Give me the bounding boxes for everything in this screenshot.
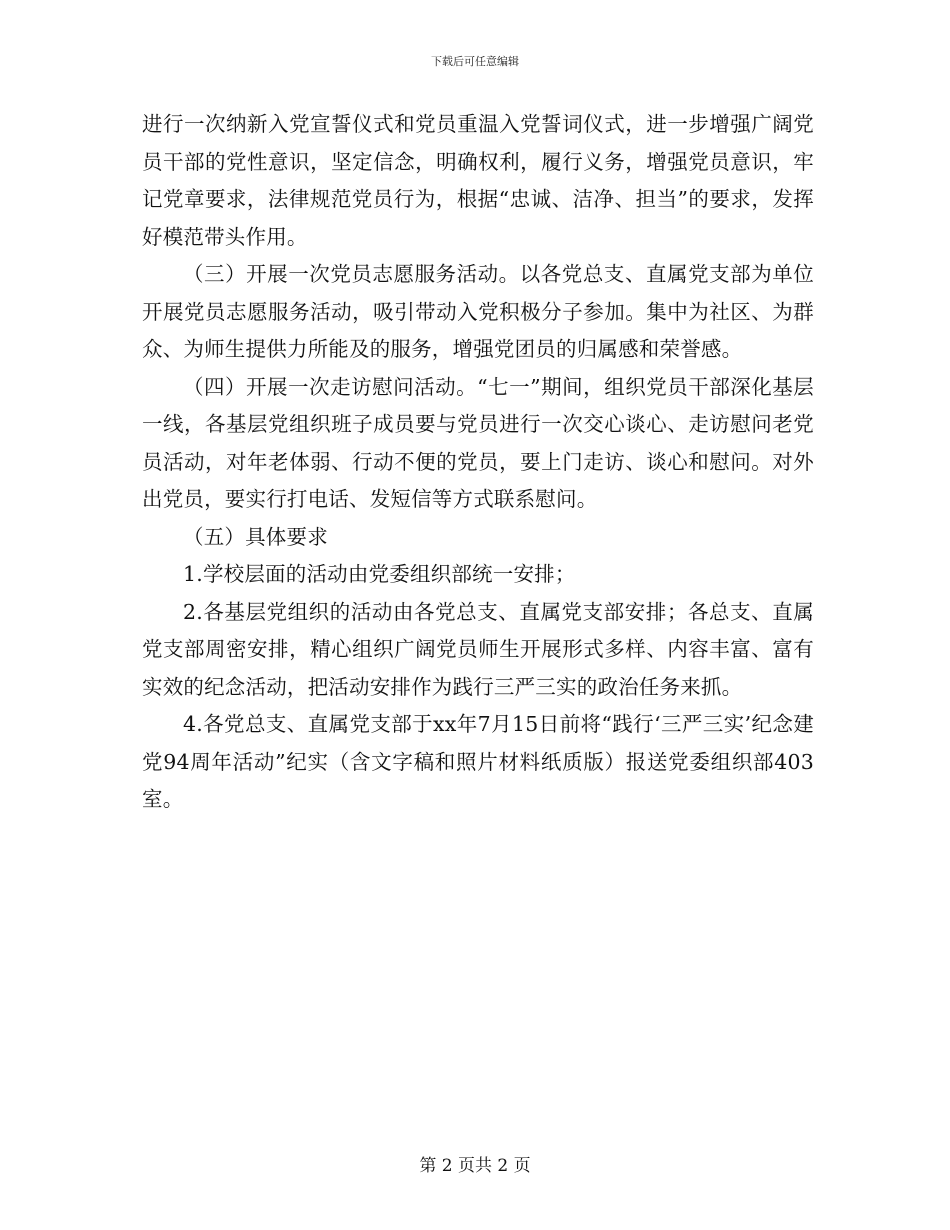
section-heading-requirements: （五）具体要求	[183, 524, 328, 549]
page-header-note: 下载后可任意编辑	[431, 55, 519, 68]
paragraph-volunteer-service: （三）开展一次党员志愿服务活动。以各党总支、直属党支部为单位开展党员志愿服务活动，吸引带动入党积极分子参加。集中为社区、为群众、为师生提供力所能及的服务，增强党团员的归属感和荣誉感。	[142, 262, 814, 361]
page-number: 第 2 页共 2 页	[419, 1156, 531, 1176]
requirement-item-4: 4.各党总支、直属党支部于xx年7月15日前将“践行‘三严三实’纪念建党94周年活动”纪实（含文字稿和照片材料纸质版）报送党委组织部403室。	[142, 712, 814, 811]
document-body	[142, 106, 814, 819]
requirement-item-1: 1.学校层面的活动由党委组织部统一安排；	[183, 562, 576, 586]
requirement-item-2: 2.各基层党组织的活动由各党总支、直属党支部安排；各总支、直属党支部周密安排，精心组织广阔党员师生开展形式多样、内容丰富、富有实效的纪念活动，把活动安排作为践行三严三实的政治任务来抓。	[142, 599, 814, 699]
paragraph-visit-activity: （四）开展一次走访慰问活动。“七一”期间，组织党员干部深化基层一线，各基层党组织班子成员要与党员进行一次交心谈心、走访慰问老党员活动，对年老体弱、行动不便的党员，要上门走访、谈心和慰问。对外出党员，要实行打电话、发短信等方式联系慰问。	[142, 374, 814, 511]
paragraph-oath-ceremony: 进行一次纳新入党宣誓仪式和党员重温入党誓词仪式，进一步增强广阔党员干部的党性意识，坚定信念，明确权利，履行义务，增强党员意识，牢记党章要求，法律规范党员行为，根据“忠诚、洁净、担当”的要求，发挥好模范带头作用。	[142, 112, 814, 249]
